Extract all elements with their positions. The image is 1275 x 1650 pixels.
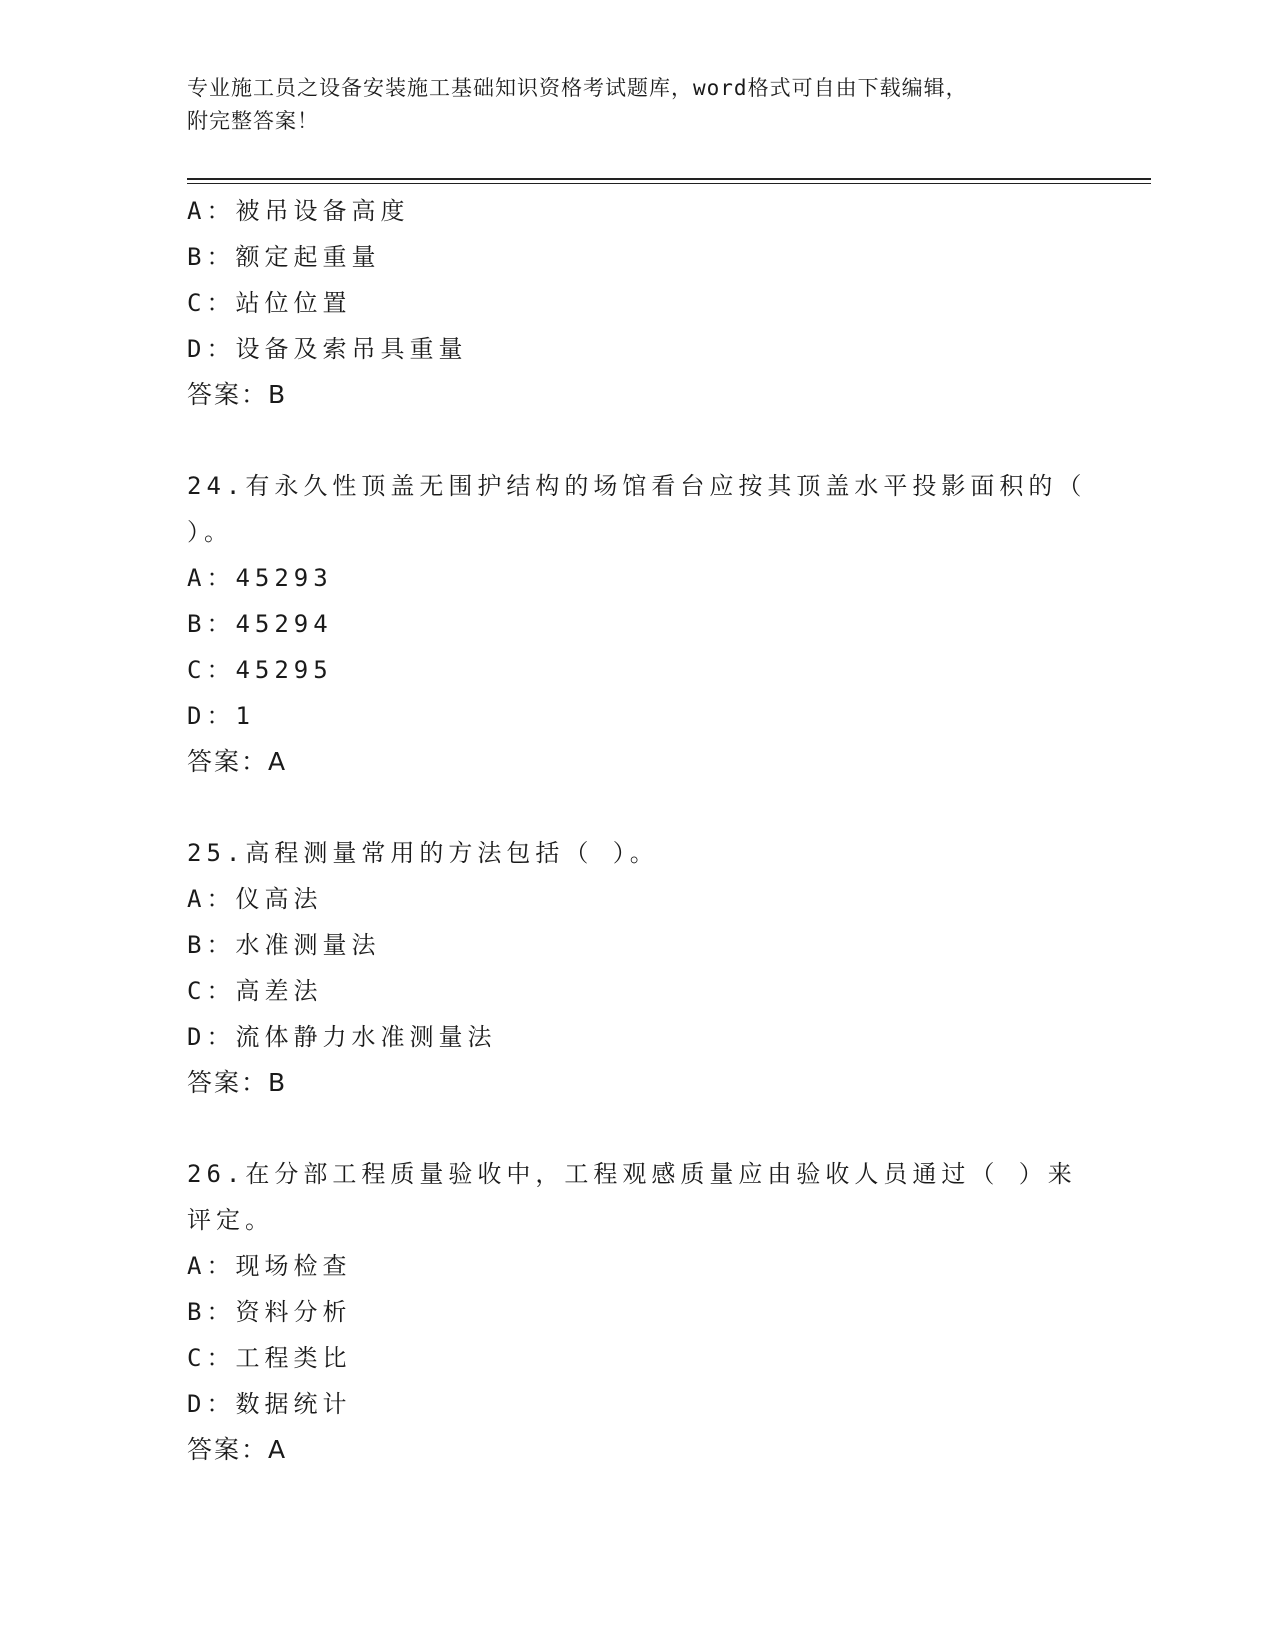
option-d: D：设备及索吊具重量 — [187, 335, 468, 363]
question-list — [187, 188, 1087, 1473]
option-b: B：45294 — [187, 610, 333, 638]
header-rule-thin — [187, 183, 1151, 184]
question-block — [187, 463, 1087, 785]
option-c: C：站位位置 — [187, 289, 352, 317]
option-a: A：仪高法 — [187, 885, 323, 913]
option-d: D：数据统计 — [187, 1390, 352, 1418]
question-block — [187, 188, 1087, 418]
option-b: B：额定起重量 — [187, 243, 381, 271]
option-d: D：1 — [187, 702, 255, 730]
question-text-line-2: ）。 — [187, 518, 233, 546]
option-c: C：高差法 — [187, 977, 323, 1005]
question-text-line-1: 24.有永久性顶盖无围护结构的场馆看台应按其顶盖水平投影面积的（ — [187, 472, 1087, 500]
option-a: A：被吊设备高度 — [187, 197, 410, 225]
header-line-1: 专业施工员之设备安装施工基础知识资格考试题库，word格式可自由下载编辑， — [187, 76, 968, 100]
question-text-line-2: 评定。 — [187, 1206, 274, 1234]
option-c: C：45295 — [187, 656, 333, 684]
answer: 答案：B — [187, 1068, 288, 1097]
question-text-line-1: 26.在分部工程质量验收中，工程观感质量应由验收人员通过（ ）来 — [187, 1160, 1077, 1188]
question-text-line-1: 25.高程测量常用的方法包括（ ）。 — [187, 839, 659, 867]
header-line-2: 附完整答案！ — [187, 109, 319, 133]
question-block — [187, 830, 1087, 1106]
option-a: A：现场检查 — [187, 1252, 352, 1280]
answer: 答案：A — [187, 747, 288, 776]
option-c: C：工程类比 — [187, 1344, 352, 1372]
document-header — [187, 72, 1067, 138]
question-block — [187, 1151, 1087, 1473]
answer: 答案：B — [187, 380, 288, 409]
answer: 答案：A — [187, 1435, 288, 1464]
option-d: D：流体静力水准测量法 — [187, 1023, 497, 1051]
header-rule-thick — [187, 178, 1151, 180]
option-a: A：45293 — [187, 564, 333, 592]
option-b: B：水准测量法 — [187, 931, 381, 959]
option-b: B：资料分析 — [187, 1298, 352, 1326]
